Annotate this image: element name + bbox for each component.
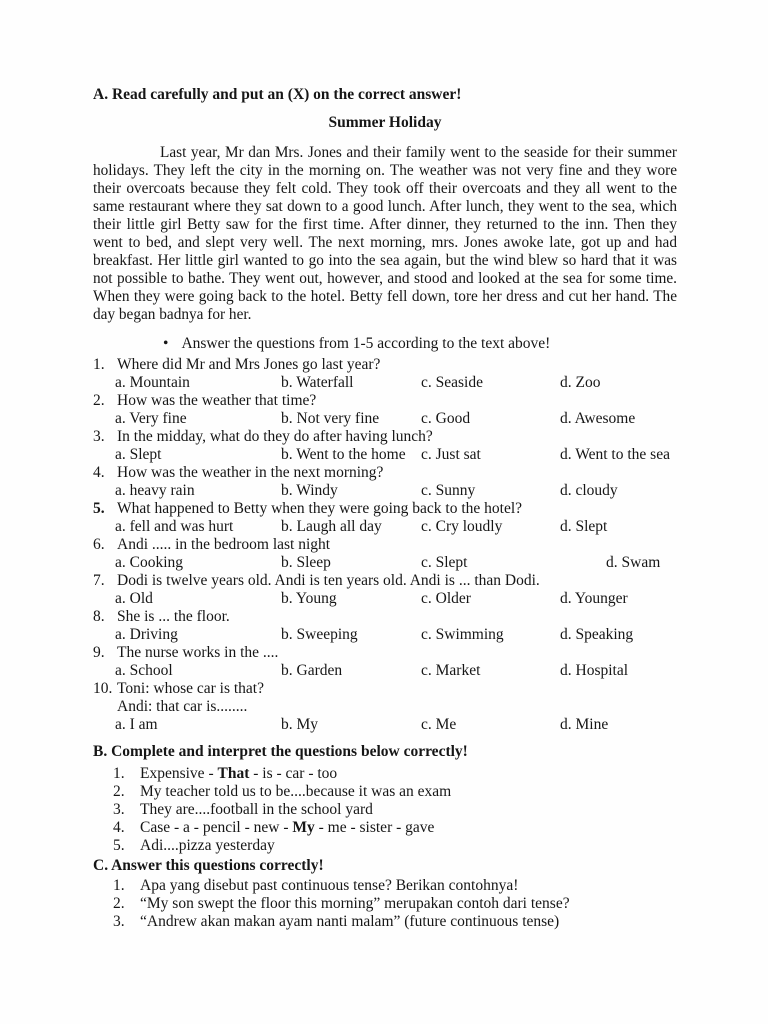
- section-b-item-5-number: 5.: [113, 837, 125, 854]
- question-9-text: The nurse works in the ....: [117, 644, 279, 661]
- question-7-option-a: a. Old: [115, 590, 153, 607]
- question-2-text: How was the weather that time?: [117, 392, 317, 409]
- section-b-item-4-number: 4.: [113, 819, 125, 836]
- question-10-extra-text: Andi: that car is........: [117, 698, 248, 715]
- section-b-item-2-text: [140, 783, 677, 801]
- section-c-item-1-number: 1.: [113, 877, 125, 894]
- section-c-item-1-text: [140, 877, 677, 895]
- section-b-item-4-text: [140, 819, 677, 837]
- question-6-options: [93, 554, 677, 572]
- question-3-line: [93, 428, 677, 446]
- question-3-number: 3.: [93, 428, 105, 445]
- section-b-item-1-segment: Expensive -: [140, 765, 218, 782]
- questions-list: [93, 356, 677, 734]
- section-b-item-1-segment: That: [217, 765, 250, 782]
- section-b-item-1-segment: - is - car - too: [249, 765, 338, 782]
- question-9-number: 9.: [93, 644, 105, 661]
- section-c-heading: C. Answer this questions correctly!: [93, 857, 324, 874]
- question-10-option-d: d. Mine: [560, 716, 609, 733]
- question-2-options: [93, 410, 677, 428]
- question-8: [93, 608, 677, 644]
- question-5-option-c: c. Cry loudly: [421, 518, 503, 535]
- question-1-text: Where did Mr and Mrs Jones go last year?: [117, 356, 381, 373]
- question-3-option-d: d. Went to the sea: [560, 446, 670, 463]
- reading-passage: Last year, Mr dan Mrs. Jones and their family went to the seaside for their summer holidays. They left the city in the morning on. The weather was not very fine and they wore their overcoats because they felt cold. They took off their overcoats and they all went to the same restaurant where they sat down to a good lunch. After lunch, they went to the sea, which their little girl Betty saw for the first time. After dinner, they returned to the inn. Then they went to bed, and slept very well. The next morning, mrs. Jones awoke late, got up and had breakfast. Her little girl wanted to go into the sea again, but the wind blew so hard that it was not possible to bathe. They went out, however, and stood and looked at the sea for some time. When they were going back to the hotel. Betty fell down, tore her dress and cut her hand. The day began badnya for her.: [93, 144, 677, 323]
- question-7-number: 7.: [93, 572, 105, 589]
- question-10-extra-spacer: [93, 698, 117, 716]
- question-9: [93, 644, 677, 680]
- question-3-option-b: b. Went to the home: [281, 446, 406, 463]
- question-5-option-b: b. Laugh all day: [281, 518, 382, 535]
- question-2: [93, 392, 677, 428]
- question-6: [93, 536, 677, 572]
- question-5: [93, 500, 677, 536]
- question-5-number: 5.: [93, 500, 105, 517]
- question-7-option-b: b. Young: [281, 590, 337, 607]
- section-c-item-3-segment: “Andrew akan makan ayam nanti malam” (future continuous tense): [140, 913, 560, 930]
- question-5-option-a: a. fell and was hurt: [115, 518, 234, 535]
- question-6-option-a: a. Cooking: [115, 554, 184, 571]
- question-2-number: 2.: [93, 392, 105, 409]
- question-1-option-b: b. Waterfall: [281, 374, 354, 391]
- question-9-option-d: d. Hospital: [560, 662, 629, 679]
- question-10: [93, 680, 677, 734]
- section-c-item-3-number: 3.: [113, 913, 125, 930]
- question-5-text: What happened to Betty when they were going back to the hotel?: [117, 500, 523, 517]
- section-b-item-5-text: [140, 837, 677, 855]
- section-c-item-2-text: [140, 895, 677, 913]
- question-4-text: How was the weather in the next morning?: [117, 464, 384, 481]
- section-c-item-2: [93, 895, 677, 913]
- question-7-options: [93, 590, 677, 608]
- question-8-option-c: c. Swimming: [421, 626, 504, 643]
- question-8-line: [93, 608, 677, 626]
- section-b-item-2-number: 2.: [113, 783, 125, 800]
- section-c-item-3-text: [140, 913, 677, 931]
- question-10-text: Toni: whose car is that?: [117, 680, 264, 697]
- reading-title: Summer Holiday: [328, 114, 442, 131]
- question-1-options: [93, 374, 677, 392]
- section-b-item-1: [93, 765, 677, 783]
- question-4-option-a: a. heavy rain: [115, 482, 195, 499]
- question-3-options: [93, 446, 677, 464]
- question-3-text: In the midday, what do they do after having lunch?: [117, 428, 433, 445]
- section-b-item-1-number: 1.: [113, 765, 125, 782]
- section-b-item-2-segment: My teacher told us to be....because it was an exam: [140, 783, 452, 800]
- question-10-number: 10.: [93, 680, 113, 697]
- question-6-option-c: c. Slept: [421, 554, 468, 571]
- section-b-heading: B. Complete and interpret the questions below correctly!: [93, 743, 468, 760]
- question-2-option-c: c. Good: [421, 410, 471, 427]
- question-7-option-d: d. Younger: [560, 590, 628, 607]
- question-7-text: Dodi is twelve years old. Andi is ten years old. Andi is ... than Dodi.: [117, 572, 540, 589]
- question-1-option-a: a. Mountain: [115, 374, 190, 391]
- question-4-option-c: c. Sunny: [421, 482, 476, 499]
- question-6-text: Andi ..... in the bedroom last night: [117, 536, 331, 553]
- question-1: [93, 356, 677, 392]
- question-4-option-d: d. cloudy: [560, 482, 618, 499]
- question-9-option-a: a. School: [115, 662, 173, 679]
- question-1-option-d: d. Zoo: [560, 374, 601, 391]
- section-b-item-4: [93, 819, 677, 837]
- question-8-option-b: b. Sweeping: [281, 626, 358, 643]
- question-10-options: [93, 716, 677, 734]
- question-7-line: [93, 572, 677, 590]
- question-10-extra-line: [93, 698, 677, 716]
- question-7-option-c: c. Older: [421, 590, 471, 607]
- instruction-text: Answer the questions from 1-5 according to the text above!: [181, 335, 551, 352]
- section-b-item-4-segment: Case - a - pencil - new -: [140, 819, 293, 836]
- question-4-line: [93, 464, 677, 482]
- question-8-option-d: d. Speaking: [560, 626, 634, 643]
- question-8-option-a: a. Driving: [115, 626, 178, 643]
- question-10-option-c: c. Me: [421, 716, 457, 733]
- question-6-option-b: b. Sleep: [281, 554, 331, 571]
- question-4-options: [93, 482, 677, 500]
- question-5-option-d: d. Slept: [560, 518, 608, 535]
- section-b-list: [93, 765, 677, 855]
- bullet-icon: •: [163, 335, 169, 352]
- section-b-item-5-segment: Adi....pizza yesterday: [140, 837, 275, 854]
- question-1-option-c: c. Seaside: [421, 374, 483, 391]
- section-b-item-3-text: [140, 801, 677, 819]
- section-c-item-1-segment: Apa yang disebut past continuous tense? Berikan contohnya!: [140, 877, 519, 894]
- question-5-options: [93, 518, 677, 536]
- question-2-option-a: a. Very fine: [115, 410, 187, 427]
- question-4-number: 4.: [93, 464, 105, 481]
- question-10-option-b: b. My: [281, 716, 319, 733]
- question-4-option-b: b. Windy: [281, 482, 338, 499]
- section-b-item-4-segment: - me - sister - gave: [314, 819, 435, 836]
- question-3: [93, 428, 677, 464]
- section-b-item-1-text: [140, 765, 677, 783]
- question-9-option-b: b. Garden: [281, 662, 343, 679]
- section-b-item-4-segment: My: [292, 819, 315, 836]
- section-a-heading: A. Read carefully and put an (X) on the correct answer!: [93, 86, 462, 103]
- question-2-option-d: d. Awesome: [560, 410, 636, 427]
- section-c-item-2-segment: “My son swept the floor this morning” merupakan contoh dari tense?: [140, 895, 570, 912]
- question-7: [93, 572, 677, 608]
- section-b-item-3-number: 3.: [113, 801, 125, 818]
- question-2-line: [93, 392, 677, 410]
- section-c-list: [93, 877, 677, 931]
- question-9-line: [93, 644, 677, 662]
- question-3-option-c: c. Just sat: [421, 446, 481, 463]
- instruction-bullet-line: [93, 335, 677, 353]
- section-c-item-2-number: 2.: [113, 895, 125, 912]
- page-content: [93, 0, 677, 931]
- section-b-item-3: [93, 801, 677, 819]
- question-8-number: 8.: [93, 608, 105, 625]
- question-8-text: She is ... the floor.: [117, 608, 230, 625]
- section-b-item-5: [93, 837, 677, 855]
- question-9-option-c: c. Market: [421, 662, 481, 679]
- question-10-line: [93, 680, 677, 698]
- question-5-line: [93, 500, 677, 518]
- question-9-options: [93, 662, 677, 680]
- question-2-option-b: b. Not very fine: [281, 410, 380, 427]
- question-8-options: [93, 626, 677, 644]
- question-6-option-d: d. Swam: [606, 554, 661, 571]
- question-4: [93, 464, 677, 500]
- question-6-line: [93, 536, 677, 554]
- section-c-item-1: [93, 877, 677, 895]
- question-1-line: [93, 356, 677, 374]
- section-b-item-3-segment: They are....football in the school yard: [140, 801, 373, 818]
- section-c-item-3: [93, 913, 677, 931]
- question-10-option-a: a. I am: [115, 716, 158, 733]
- question-3-option-a: a. Slept: [115, 446, 162, 463]
- section-b-item-2: [93, 783, 677, 801]
- question-6-number: 6.: [93, 536, 105, 553]
- question-1-number: 1.: [93, 356, 105, 373]
